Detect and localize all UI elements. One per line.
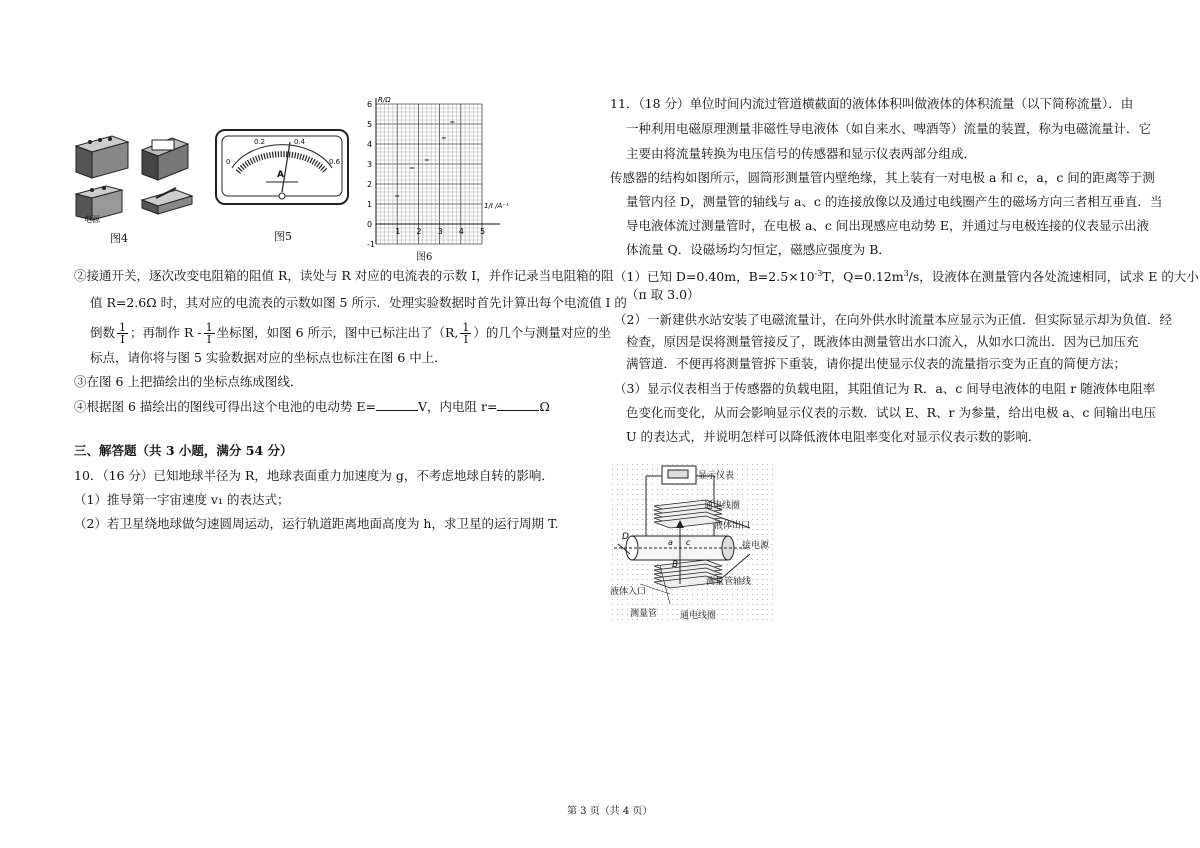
flowmeter-diagram	[610, 462, 774, 622]
paragraph-4-ohm: Ω	[539, 399, 550, 414]
question-11-line-3: 主要由将流量转换为电压信号的传感器和显示仪表两部分组成．	[626, 146, 977, 161]
question-11-line-7: 体流量 Q．设磁场均匀恒定，磁感应强度为 B．	[626, 242, 891, 257]
figure-4	[72, 128, 197, 248]
fraction-1-over-i	[460, 322, 471, 345]
figure-5-caption: 图5	[274, 230, 292, 243]
fraction-1-over-i	[204, 322, 215, 345]
x-tick-label: 2	[416, 227, 422, 236]
y-tick-label: 3	[367, 160, 373, 169]
x-tick-label: 4	[458, 227, 464, 236]
fraction-denominator: I	[206, 333, 212, 346]
question-11-part-3-line-2: 色变化而变化，从而会影响显示仪表的示数．试以 E、R、r 为参量，给出电极 a、c 间输出电压	[626, 405, 1156, 420]
figure-5	[214, 128, 350, 248]
question-10: 10．（16 分）已知地球半径为 R，地球表面重力加速度为 g，不考虑地球自转的影响．	[74, 468, 554, 483]
x-tick-label: 3	[437, 227, 443, 236]
emf-blank[interactable]	[376, 398, 418, 411]
paragraph-4	[74, 398, 550, 415]
diagram-coil-bottom-label: 通电线圈	[680, 611, 717, 621]
resistance-blank[interactable]	[497, 398, 539, 411]
question-11-part-3-line-1: （3）显示仪表相当于传感器的负载电阻，其阻值记为 R．a、c 间导电液体的电阻 r 随液体电阻率	[614, 381, 1156, 396]
part-1-given-a: （1）已知 D=0.40m，B=2.5×10	[614, 269, 815, 285]
part-1-given-c: /s，设液体在测量管内各处流速相同，试求 E 的大小	[908, 269, 1199, 285]
fraction-numerator: 1	[119, 321, 127, 334]
text-coordinate-plot: 坐标图，如图 6 所示，图中已标注出了（R,	[216, 325, 459, 340]
figure-4-supply-label: 电源	[84, 215, 100, 224]
diagram-B-label: B	[672, 560, 679, 570]
paragraph-3: ③在图 6 上把描绘出的坐标点练成图线．	[74, 374, 303, 389]
figure-5-tick-0: 0	[226, 158, 231, 166]
y-tick-label: 0	[367, 220, 373, 229]
data-point: ·	[410, 164, 413, 174]
y-tick-label: 5	[367, 120, 373, 129]
diagram-axis-label: 测量管轴线	[706, 577, 752, 587]
figure-6-chart	[362, 94, 509, 249]
paragraph-4-emf: ④根据图 6 描绘出的图线可得出这个电池的电动势 E=	[74, 399, 376, 414]
question-11-part-2-line-3: 满管道．不便再将测量管拆下重装，请你提出使显示仪表的流量指示变为正直的简便方法；	[626, 356, 1127, 371]
diagram-outlet-label: 液体出口	[714, 521, 751, 531]
part-1-given-b: T，Q=0.12m	[822, 269, 904, 285]
figure-4-apparatus	[72, 128, 197, 228]
data-point: ·	[450, 118, 454, 128]
question-11-line-5: 量管内径 D，测量管的轴线与 a、c 的连接放像以及通过电线圈产生的磁场方向三者相互垂直．当	[626, 194, 1163, 209]
fraction-denominator: I	[463, 333, 469, 346]
y-tick-label: 6	[367, 100, 373, 109]
x-tick-label: 5	[480, 227, 486, 236]
diagram-D-label: D	[622, 532, 629, 542]
question-11-part-2-line-1: （2）一新建供水站安装了电磁流量计，在向外供水时流量本应显示为正值．但实际显示却为负值．经	[614, 312, 1172, 327]
data-point: ·	[424, 156, 428, 166]
fraction-numerator: 1	[462, 321, 470, 334]
diagram-inlet-label: 液体入口	[610, 587, 647, 597]
figure-5-ammeter	[214, 128, 350, 208]
fraction-denominator: I	[120, 333, 125, 346]
diagram-coil-top-label: 通电线圈	[704, 501, 741, 511]
question-11-part-3-line-3: U 的表达式，并说明怎样可以降低液体电阻率变化对显示仪表示数的影响．	[626, 429, 1041, 444]
diagram-tube-label: 测量管	[630, 609, 658, 619]
diagram-display-label: 显示仪表	[698, 471, 735, 481]
y-tick-label: -1	[367, 240, 375, 249]
x-tick-label: 1	[395, 227, 401, 236]
y-tick-label: 4	[367, 140, 373, 149]
figure-4-caption: 图4	[110, 232, 128, 245]
figure-5-unit: A	[277, 170, 284, 180]
figure-5-tick-0.4: 0.4	[294, 138, 306, 146]
figure-5-tick-0.6: 0.6	[329, 158, 341, 166]
question-11-part-2-line-2: 检查，原因是误将测量管接反了，既液体由测量管出水口流入，从如水口流出．因为已加压充	[626, 334, 1139, 349]
paragraph-2-line-4: 标点，请你将与图 5 实验数据对应的坐标点也标注在图 6 中上．	[90, 350, 447, 365]
question-10-part-1: （1）推导第一宇宙速度 v₁ 的表达式；	[74, 492, 290, 507]
part-1-exponent: -3	[814, 269, 823, 278]
question-10-part-2: （2）若卫星绕地球做匀速圆周运动，运行轨道距离地面高度为 h，求卫星的运行周期 T.	[74, 516, 559, 531]
y-axis-label: R/Ω	[378, 96, 391, 104]
question-11-line-4: 传感器的结构如图所示，圆筒形测量管内壁绝缘，其上装有一对电极 a 和 c，a，c 间的距离等于测	[610, 170, 1155, 185]
section-heading-3: 三、解答题（共 3 小题，满分 54 分）	[74, 443, 293, 458]
y-tick-label: 1	[367, 200, 373, 209]
question-11-line-1: 11．（18 分）单位时间内流过管道横截面的液体体积叫做液体的体积流量（以下简称流量）．由	[610, 96, 1134, 111]
diagram-power-label: 接电源	[742, 541, 770, 551]
y-tick-label: 2	[367, 180, 373, 189]
fraction-1-over-i	[117, 322, 128, 345]
text-make-plot: ；再制作 R -	[130, 325, 202, 340]
diagram-a-label: a	[668, 538, 673, 547]
text-points: ）的几个与测量对应的坐	[473, 325, 611, 340]
text-reciprocal: 倒数	[90, 325, 116, 340]
paragraph-2-line-3	[90, 320, 611, 346]
figure-6-caption: 图6	[416, 252, 433, 263]
paragraph-4-resistance: V，内电阻 r=	[417, 399, 498, 414]
data-point: ·	[441, 134, 445, 144]
data-point: ·	[395, 192, 399, 202]
paragraph-2-line-1: ②接通开关，逐次改变电阻箱的阻值 R，读处与 R 对应的电流表的示数 I，并作记录当电阻箱的阻	[74, 268, 614, 283]
part-1-exponent-2: 3	[903, 269, 909, 278]
fraction-numerator: 1	[205, 321, 213, 334]
paragraph-2-line-2: 值 R=2.6Ω 时，其对应的电流表的示数如图 5 所示．处理实验数据时首先计算出每个电流值 I 的	[90, 295, 627, 310]
question-11-part-1	[614, 266, 1199, 285]
diagram-c-label: c	[686, 538, 691, 547]
figure-6	[362, 94, 509, 263]
question-11-line-6: 导电液体流过测量管时，在电极 a、c 间出现感应电动势 E，并通过与电极连接的仪表显示出液	[626, 218, 1149, 233]
x-axis-label: 1/I /A⁻¹	[484, 202, 509, 210]
figure-5-tick-0.2: 0.2	[254, 138, 266, 146]
page-footer: 第 3 页（共 4 页）	[567, 806, 653, 817]
question-11-part-1-pi: （π 取 3.0）	[626, 287, 700, 302]
question-11-line-2: 一种利用电磁原理测量非磁性导电液体（如自来水、啤酒等）流量的装置，称为电磁流量计．它	[626, 121, 1152, 136]
